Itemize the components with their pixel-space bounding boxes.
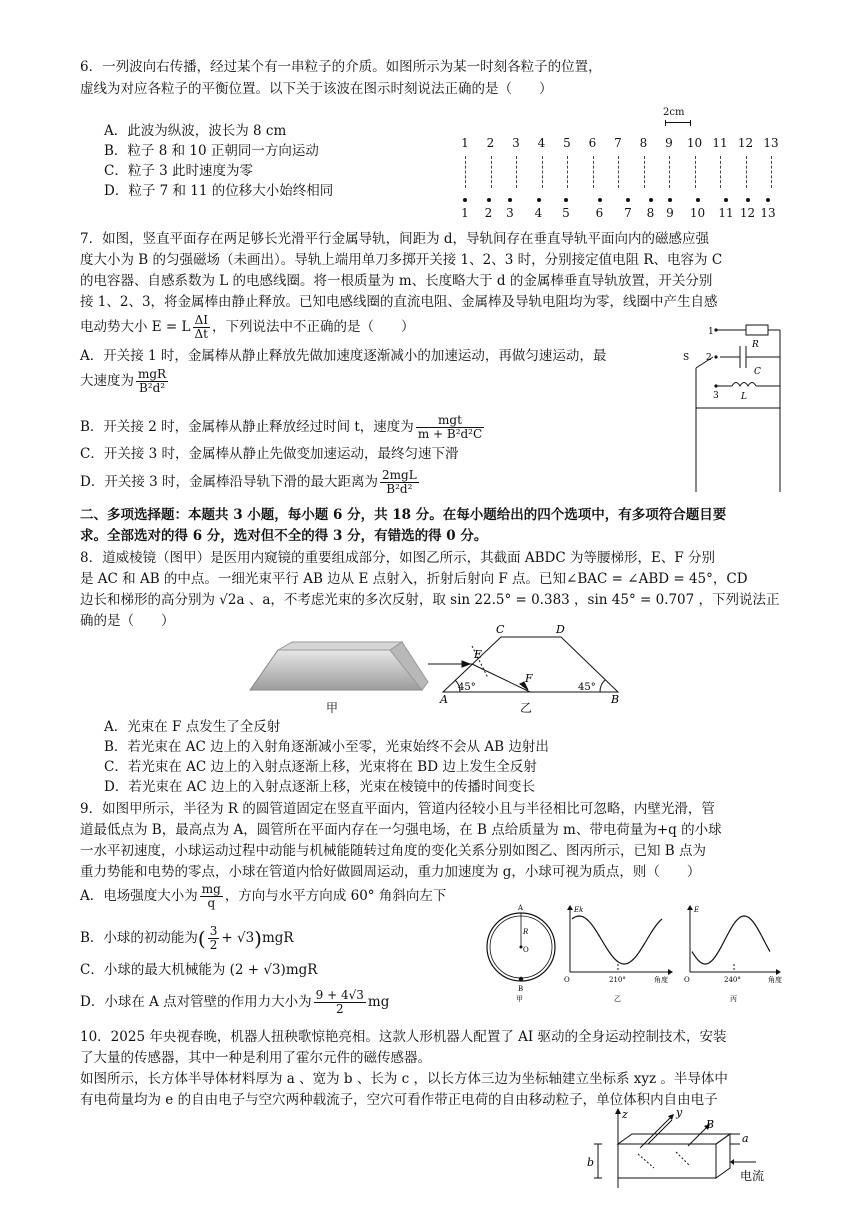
q8-option-c: C．若光束在 AC 边上的入射点逐渐上移，光束将在 BD 边上发生全反射 [104,759,537,775]
q9-fig-o2: O [564,976,570,984]
q9-option-a-lead: A．电场强度大小为 [80,888,198,904]
q9-fig-r: R [523,928,529,936]
q6-wave-figure [455,108,795,223]
q9-fig-o: O [523,946,529,954]
q6-particle [668,198,672,202]
q7-option-a-num: mgR [138,367,167,381]
section2-title: 二、多项选择题： [80,507,188,523]
q6-equilibrium-line [593,156,594,188]
q9-option-a-fraction [200,883,223,910]
q6-bottom-label: 3 [506,206,514,220]
q10-label-b: b [587,1156,595,1169]
q6-equilibrium-line [567,156,568,188]
q10-label-z: z [622,1108,628,1121]
q9-option-d-lead: D．小球在 A 点对管壁的作用力大小为 [80,994,312,1010]
q9-option-b: B．小球的初动能为( $\frac{3}{2}$ + √3)mgR [80,924,294,952]
q6-equilibrium-line [644,156,645,188]
q7-option-d-den: B²d² [386,482,413,496]
q8-label-b: B [611,693,620,704]
q6-particle [537,198,541,202]
q8-stem-line2: 是 AC 和 AB 的中点。一细光束平行 AB 边从 E 点射入，折射后射向 F 点。已知∠BAC = ∠ABD = 45°，CD [80,571,748,587]
q7-emf-lead: 电动势大小 E = L [80,319,191,335]
q7-fig-label-s: S [683,353,690,363]
q6-top-label: 5 [563,136,571,150]
q9-fig-angle1: 角度 [654,976,668,984]
q7-option-d-fraction [380,469,419,496]
q6-particle [564,198,568,202]
q8-angle-a: 45° [458,682,476,693]
q6-bottom-label: 4 [534,206,543,220]
q9-option-a-num: mg [201,882,221,896]
q6-bottom-label: 13 [760,206,776,220]
q7-option-b-num: mgt [416,414,484,428]
q6-equilibrium-line [491,156,492,188]
q9-option-a-tail: ，方向与水平方向成 60° 角斜向左下 [224,888,447,904]
q7-circuit-figure [680,320,800,495]
q6-top-label: 11 [712,136,728,150]
q6-bottom-label: 10 [689,206,706,220]
q6-particle [649,198,653,202]
q7-fig-label-2: 2 [706,353,712,363]
q6-option-d: D．粒子 7 和 11 的位移大小始终相同 [104,183,334,199]
q8-stem-line3: 边长和梯形的高分别为 √2a 、a，不考虑光束的多次反射，取 sin 22.5° = 0.383 ，sin 45° = 0.707 ，下列说法正 [80,592,780,608]
q7-stem-line1: 7．如图，竖直平面存在两足够长光滑平行金属导轨，间距为 d，导轨间存在垂直导轨平面向内的磁感应强 [80,231,710,247]
q10-label-current: 电流 [740,1169,765,1183]
q9-fig-a: A [518,904,524,912]
q9-fig-b: B [518,985,524,993]
q8-label-a: A [440,693,448,704]
q9-fig-e: E [694,906,700,914]
q8-label-d: D [556,623,565,636]
q7-option-a-line2 [80,366,170,396]
q6-bottom-label: 6 [595,206,604,220]
q6-stem-line2: 虚线为对应各粒子的平衡位置。以下关于该波在图示时刻说法正确的是（ ） [80,81,553,97]
q9-e-curve [692,916,770,964]
q6-top-label: 9 [665,136,673,150]
q7-fig-label-r: R [752,340,759,350]
q8-fig-label-yi: 乙 [520,701,533,715]
q7-fig-label-1: 1 [708,327,714,337]
q10-label-b-field: B [706,1118,715,1131]
q6-bottom-label: 9 [666,206,674,220]
q7-option-b-fraction [416,414,484,441]
q7-emf-den: Δt [194,327,209,341]
q8-label-f: F [525,672,533,685]
q7-option-a-den: B²d² [138,381,166,395]
q6-equilibrium-line [695,156,696,188]
q10-stem-line2: 了大量的传感器，其中一种是利用了霍尔元件的磁传感器。 [80,1050,431,1066]
q6-equilibrium-line [720,156,721,188]
q7-option-b [80,412,486,442]
q9-option-b-lead: B．小球的初动能为 [80,930,198,946]
q9-option-b-num: 3 [209,924,218,938]
q10-label-y: y [676,1108,683,1119]
q6-top-label: 1 [461,136,469,150]
q7-option-b-lead: B．开关接 2 时，金属棒从静止释放经过时间 t，速度为 [80,419,414,435]
q10-label-a: a [742,1132,749,1145]
q6-particle [626,198,630,202]
q6-top-label: 6 [588,136,597,150]
q7-fig-label-c: C [754,367,761,377]
q9-option-a [80,880,446,912]
q6-top-label: 3 [512,136,520,150]
q7-option-b-den: m + B²d²C [417,427,483,441]
q6-particle [696,198,700,202]
q10-stem-line4: 有电荷量均为 e 的自由电子与空穴两种载流子，空穴可看作带正电荷的自由移动粒子，单位体积内自由电子 [80,1092,718,1108]
q10-stem-line1: 10．2025 年央视春晚，机器人扭秧歌惊艳亮相。这款人形机器人配置了 AI 驱动的全身运动控制技术，安装 [80,1029,727,1045]
q9-option-d-unit: mg [367,994,390,1010]
q7-emf-num: ΔI [193,314,211,328]
q9-stem-line4: 重力势能和电势的零点，小球在管道内恰好做圆周运动，重力加速度为 g，小球可视为质点，则（ ） [80,864,701,880]
q10-hall-figure [580,1108,800,1227]
q8-fig-label-jia: 甲 [326,701,339,715]
q7-stem-line2: 度大小为 B 的匀强磁场（未画出）。导轨上端用单刀多掷开关接 1、2、3 时，分别接定值电阻 R、电容为 C [80,252,723,268]
q6-bottom-label: 12 [739,206,756,220]
q9-option-a-den: q [207,896,216,910]
q6-stem-line1: 6．一列波向右传播，经过某个有一串粒子的介质。如图所示为某一时刻各粒子的位置， [80,59,602,75]
q8-option-d: D．若光束在 AC 边上的入射点逐渐上移，光束在棱镜中的传播时间变长 [104,779,535,795]
q7-option-d [80,467,421,497]
q7-option-d-num: 2mgL [382,468,417,482]
section2-heading-line1 [80,506,726,525]
q6-scale-bar [665,120,691,126]
q9-fig-jia: 甲 [516,995,523,1003]
q8-option-b: B．若光束在 AC 边上的入射角逐渐减小至零，光束始终不会从 AB 边射出 [104,739,549,755]
q7-fig-label-3: 3 [713,391,719,401]
q9-option-c: C．小球的最大机械能为 (2 + √3)mgR [80,962,318,978]
section2-rules: 本题共 3 小题，每小题 6 分，共 18 分。在每小题给出的四个选项中，有多项符合题目要 [188,507,727,523]
q9-option-d [80,986,389,1018]
q6-top-label: 4 [537,136,546,150]
q6-option-c: C．粒子 3 此时速度为零 [104,163,254,179]
q6-bottom-label: 1 [461,206,469,220]
q6-particle [766,198,770,202]
q6-particle [508,198,512,202]
q8-prism-photo [240,632,430,697]
q9-option-d-fraction [314,989,366,1016]
section2-heading-line2: 求。全部选对的得 6 分，选对但不全的得 3 分，有错选的得 0 分。 [80,528,488,544]
q6-bottom-label: 8 [646,206,655,220]
q6-option-a: A．此波为纵波，波长为 8 cm [104,123,287,139]
q9-ek-curve [572,916,662,964]
q6-equilibrium-line [465,156,466,188]
q6-bottom-label: 5 [562,206,570,220]
q8-label-c: C [496,623,505,636]
q6-bottom-label: 2 [484,206,493,220]
q6-top-label: 2 [486,136,495,150]
q6-equilibrium-line [542,156,543,188]
q6-bottom-label: 7 [624,206,632,220]
q9-option-d-num: 9 + 4√3 [315,988,364,1002]
q6-equilibrium-line [669,156,670,188]
q7-stem-line3: 的电容器、自感系数为 L 的电感线圈。将一根质量为 m、长度略大于 d 的金属棒垂直导轨放置，开关分别 [80,273,713,289]
q6-particle [487,198,491,202]
q7-option-d-lead: D．开关接 3 时，金属棒沿导轨下滑的最大距离为 [80,474,378,490]
q7-stem-line4: 接 1、2、3，将金属棒由静止释放。已知电感线圈的直流电阻、金属棒及导轨电阻均为零，线圈中产生自感 [80,294,718,310]
q6-option-b: B．粒子 8 和 10 正朝同一方向运动 [104,143,319,159]
q6-equilibrium-line [618,156,619,188]
q9-option-b-fraction [208,925,220,952]
q6-scale-label: 2cm [663,107,685,118]
q6-top-label: 12 [737,136,754,150]
q9-option-b-root: + √3 [221,930,255,946]
q9-stem-line1: 9．如图甲所示，半径为 R 的圆管道固定在竖直平面内，管道内径较小且与半径相比可忽略，内壁光滑，管 [80,801,715,817]
q7-fig-label-l: L [741,392,747,402]
q9-fig-yi: 乙 [614,995,621,1003]
q9-fig-angle2: 角度 [768,976,782,984]
q8-stem-line4: 确的是（ ） [80,613,175,629]
q7-stem-line5 [80,312,415,342]
q6-equilibrium-line [516,156,517,188]
q8-option-a: A．光束在 F 点发生了全反射 [104,719,281,735]
q6-particle [746,198,750,202]
q7-emf-tail: ，下列说法中不正确的是（ ） [212,319,415,335]
q8-stem-line1: 8．道威棱镜（图甲）是医用内窥镜的重要组成部分，如图乙所示，其截面 ABDC 为等腰梯形，E、F 分别 [80,550,716,566]
q7-emf-fraction [193,314,211,341]
q6-bottom-label: 11 [718,206,734,220]
q6-top-label: 8 [639,136,648,150]
q9-figures [484,902,824,1014]
q8-label-e: E [474,648,483,661]
q9-stem-line2: 道最低点为 B，最高点为 A，圆管所在平面内存在一匀强电场，在 B 点给质量为 m、带电荷量为+q 的小球 [80,822,722,838]
q9-option-b-unit: mgR [261,930,294,946]
q10-stem-line3: 如图所示，长方体半导体材料厚为 a 、宽为 b 、长为 c ，以长方体三边为坐标轴建立坐标系 xyz 。半导体中 [80,1071,728,1087]
q9-fig-o3: O [684,976,690,984]
q6-equilibrium-line [746,156,747,188]
q6-equilibrium-line [771,156,772,188]
q6-particle [598,198,602,202]
q7-option-a-lead: 大速度为 [80,373,134,389]
q7-option-c: C．开关接 3 时，金属棒从静止先做变加速运动，最终匀速下滑 [80,446,459,462]
q9-fig-210: 210° [609,976,626,984]
q6-top-label: 13 [763,136,779,150]
q6-top-label: 10 [686,136,703,150]
q9-fig-bing: 丙 [730,995,737,1003]
q8-angle-b: 45° [578,682,596,693]
q9-fig-240: 240° [724,976,741,984]
q9-option-b-den: 2 [209,938,218,952]
q7-option-a-fraction [136,368,168,395]
q6-particle [724,198,728,202]
q7-option-a-line1: A．开关接 1 时，金属棒从静止释放先做加速度逐渐减小的加速运动，再做匀速运动，最 [80,348,607,364]
q9-option-d-den: 2 [335,1002,344,1016]
q6-top-label: 7 [614,136,622,150]
q9-stem-line3: 一水平初速度，小球运动过程中动能与机械能随转过角度的变化关系分别如图乙、图丙所示，已知 B 点为 [80,843,707,859]
q9-fig-ek: Ek [574,906,584,914]
q8-trapezoid-diagram [428,622,628,704]
q6-particle [463,198,467,202]
